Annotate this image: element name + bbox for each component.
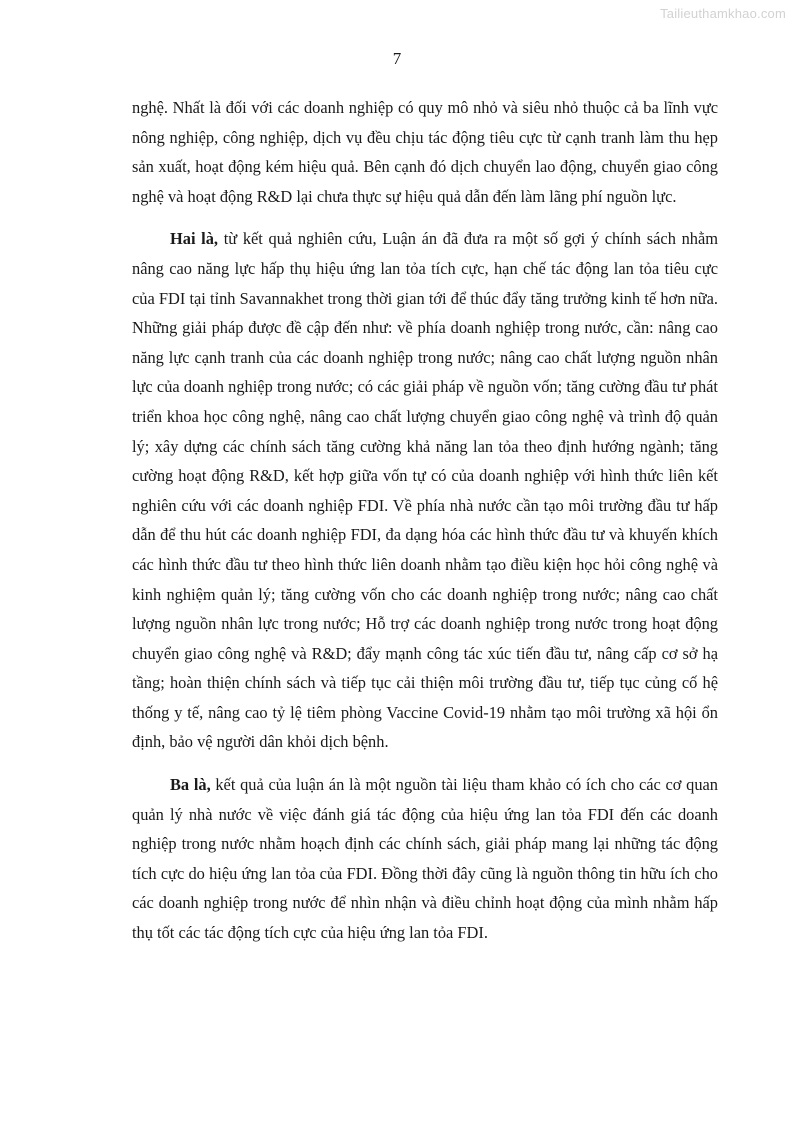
page-number: 7 bbox=[392, 49, 402, 68]
paragraph-ba-la bbox=[132, 770, 718, 948]
paragraph-lead: Hai là, bbox=[170, 229, 219, 249]
paragraph-text: kết quả của luận án là một nguồn tài liệu tham khảo có ích cho các cơ quan quản lý nhà nước về việc đánh giá tác động của hiệu ứng lan tỏa FDI đến các doanh nghiệp trong nước nhằm hoạch định các chính sách, giải pháp mang lại những tác động tích cực do hiệu ứng lan tỏa của FDI. Đồng thời đây cũng là nguồn thông tin hữu ích cho các doanh nghiệp trong nước để nhìn nhận và điều chỉnh hoạt động của mình nhằm hấp thụ tốt các tác động tích cực của hiệu ứng lan tỏa FDI. bbox=[132, 775, 718, 943]
paragraph-lead: Ba là, bbox=[170, 775, 211, 795]
paragraph-text: từ kết quả nghiên cứu, Luận án đã đưa ra một số gợi ý chính sách nhằm nâng cao năng lực hấp thụ hiệu ứng lan tỏa tích cực, hạn chế tác động lan tỏa tiêu cực của FDI tại tỉnh Savannakhet trong thời gian tới để thúc đẩy tăng trưởng kinh tế hơn nữa. Những giải pháp được đề cập đến như: về phía doanh nghiệp trong nước, cần: nâng cao năng lực cạnh tranh của các doanh nghiệp trong nước; nâng cao chất lượng nguồn nhân lực của doanh nghiệp trong nước; có các giải pháp về nguồn vốn; tăng cường đầu tư phát triển khoa học công nghệ, nâng cao chất lượng chuyển giao công nghệ và trình độ quản lý; xây dựng các chính sách tăng cường khả năng lan tỏa theo định hướng ngành; tăng cường hoạt động R&D, kết hợp giữa vốn tự có của doanh nghiệp với hình thức liên kết nghiên cứu với các doanh nghiệp FDI. Về phía nhà nước cần tạo môi trường đầu tư hấp dẫn để thu hút các doanh nghiệp FDI, đa dạng hóa các hình thức đầu tư và khuyến khích các hình thức đầu tư theo hình thức liên doanh nhằm tạo điều kiện học hỏi công nghệ và kinh nghiệm quản lý; tăng cường vốn cho các doanh nghiệp trong nước; nâng cao chất lượng nguồn nhân lực trong nước; Hỗ trợ các doanh nghiệp trong nước trong hoạt động chuyển giao công nghệ và R&D; đẩy mạnh công tác xúc tiến đầu tư, nâng cấp cơ sở hạ tầng; hoàn thiện chính sách và tiếp tục cải thiện môi trường đầu tư, tiếp tục củng cố hệ thống y tế, nâng cao tỷ lệ tiêm phòng Vaccine Covid-19 nhằm tạo môi trường xã hội ổn định, bảo vệ người dân khỏi dịch bệnh. bbox=[132, 229, 718, 752]
paragraph-continuation bbox=[132, 93, 718, 211]
document-body bbox=[132, 93, 718, 961]
paragraph-text: nghệ. Nhất là đối với các doanh nghiệp có quy mô nhỏ và siêu nhỏ thuộc cả ba lĩnh vực nông nghiệp, công nghiệp, dịch vụ đều chịu tác động tiêu cực từ cạnh tranh làm thu hẹp sản xuất, hoạt động kém hiệu quả. Bên cạnh đó dịch chuyển lao động, chuyển giao công nghệ và hoạt động R&D lại chưa thực sự hiệu quả dẫn đến làm lãng phí nguồn lực. bbox=[132, 98, 718, 206]
paragraph-hai-la bbox=[132, 224, 718, 757]
watermark-text: Tailieuthamkhao.com bbox=[660, 6, 786, 21]
